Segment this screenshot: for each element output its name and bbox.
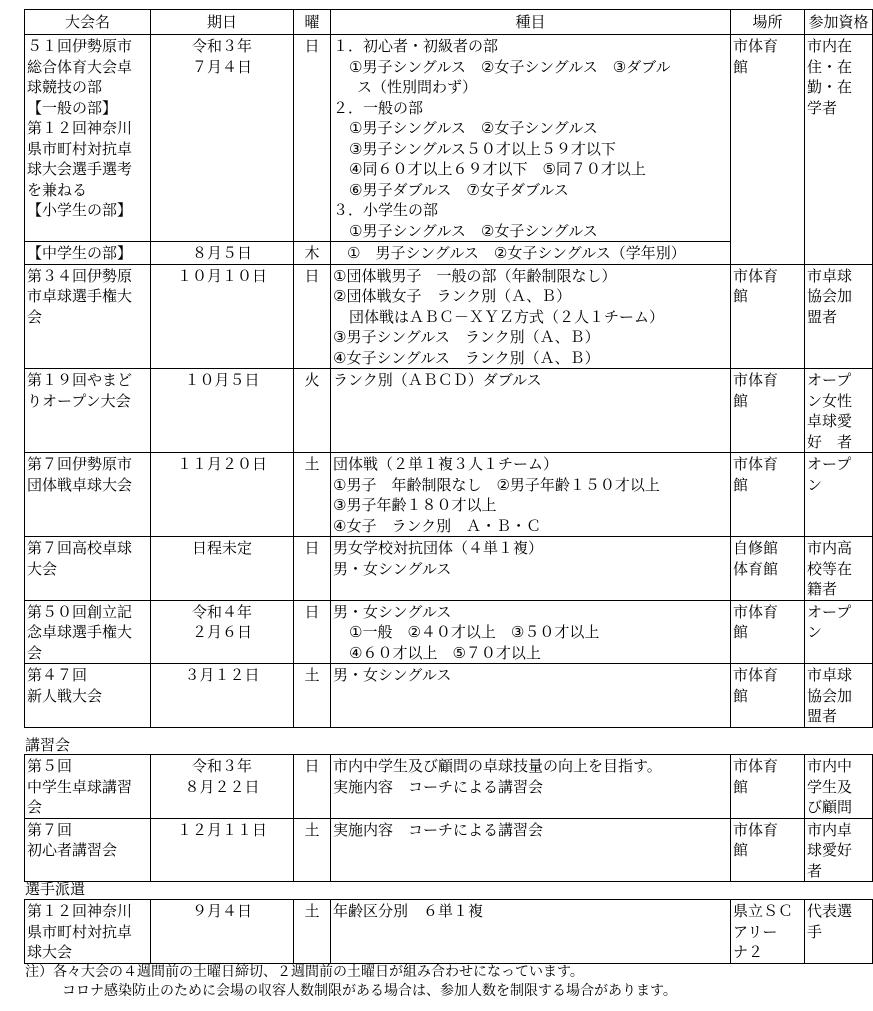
place-line: 市体育: [733, 37, 779, 55]
events-cell: ① 男子シングルス ②女子シングルス（学年別）: [331, 242, 731, 265]
event-name-cell: [25, 818, 151, 882]
event-name-cell: [25, 537, 151, 601]
event-name-line: 団体戦卓球大会: [27, 475, 133, 494]
day-cell: 火: [294, 369, 331, 453]
events-line: ④女子 ランク別 Ａ・Ｂ・Ｃ: [333, 516, 542, 535]
place-line: 市体育: [733, 455, 779, 473]
qualification-line: 盟者: [807, 307, 838, 326]
event-name-line: 第７回高校卓球: [27, 539, 133, 557]
haken-label: 選手派遣: [25, 880, 86, 898]
event-name-line: 【小学生の部】: [27, 201, 133, 219]
events-line: ス（性別問わず）: [357, 78, 478, 96]
place-line: 市体育: [733, 266, 779, 285]
event-name-line: 大会: [27, 559, 58, 578]
place-line: 市体育: [733, 820, 779, 839]
header-events: 種目: [331, 10, 731, 35]
date-cell: ８月５日: [151, 242, 294, 265]
qualification-cell: [805, 35, 873, 265]
place-line: 館: [733, 287, 749, 305]
place-line: 市体育: [733, 371, 779, 389]
events-line: ④女子シングルス ランク別（Ａ、Ｂ）: [333, 348, 600, 367]
qualification-line: 校等在: [807, 559, 853, 578]
date-cell: [151, 600, 294, 664]
qualification-line: 手: [807, 922, 823, 941]
event-name-cell: [25, 664, 151, 728]
event-name-cell: [25, 369, 151, 453]
events-line: ③男子年齢１８０才以上: [333, 496, 497, 514]
qualification-cell: [805, 600, 873, 664]
event-name-cell: 【中学生の部】: [25, 242, 151, 265]
events-line: ⑥男子ダブルス ⑦女子ダブルス: [349, 180, 569, 199]
place-cell: [731, 264, 805, 369]
event-name-line: 球大会選手選考: [27, 160, 133, 178]
qualification-line: 盟者: [807, 707, 838, 725]
events-line: ①一般 ②４０才以上 ③５０才以上: [349, 623, 600, 641]
events-cell: ランク別（ＡＢＣＤ）ダブルス: [331, 369, 731, 453]
event-name-line: 第３４回伊勢原: [27, 266, 133, 285]
table-row: [25, 35, 873, 242]
header-place: 場所: [731, 10, 805, 35]
qualification-cell: [805, 537, 873, 601]
table-row: [25, 664, 873, 728]
event-name-line: 県市町村対抗卓: [27, 139, 133, 158]
event-name-line: 会: [27, 798, 43, 816]
date-line: ８月２２日: [184, 777, 260, 796]
events-line: ④同６０才以上６９才以下 ⑤同７０才以上: [349, 160, 646, 178]
events-line: 男女学校対抗団体（４単１複）: [333, 539, 544, 557]
header-date: 期日: [151, 10, 294, 35]
date-cell: １２月１１日: [151, 818, 294, 882]
qualification-line: 学生及: [807, 777, 853, 796]
event-name-cell: [25, 900, 151, 964]
event-name-line: 第７回: [27, 820, 73, 839]
qualification-line: ン: [807, 475, 823, 494]
header-day: 曜: [294, 10, 331, 35]
table-row: [25, 600, 873, 664]
note-line-1: 注）各々大会の４週間前の土曜日締切、２週間前の土曜日が組み合わせになっています。: [25, 964, 584, 980]
events-cell: [331, 453, 731, 537]
table-row: [25, 453, 873, 537]
events-line: ③男子シングルス５０才以上５９才以下: [349, 139, 616, 158]
date-cell: [151, 755, 294, 819]
event-name-line: 初心者講習会: [27, 841, 118, 859]
place-line: 自修館: [733, 539, 779, 557]
events-cell: [331, 755, 731, 819]
place-cell: [731, 600, 805, 664]
qualification-line: オープ: [807, 371, 852, 389]
date-cell: １１月２０日: [151, 453, 294, 537]
koushukai-table: [24, 754, 873, 882]
date-line: 令和３年: [191, 37, 252, 55]
qualification-line: 卓球愛: [807, 412, 853, 430]
qualification-line: オープ: [807, 455, 852, 473]
events-line: ①男子シングルス ②女子シングルス: [349, 119, 598, 137]
place-cell: [731, 35, 805, 265]
events-cell: 男・女シングルス: [331, 664, 731, 728]
event-name-line: 第５回: [27, 757, 73, 775]
event-name-line: 【一般の部】: [27, 98, 118, 117]
place-cell: [731, 537, 805, 601]
tournament-table: [24, 9, 873, 728]
qualification-line: 者: [807, 861, 823, 880]
place-cell: [731, 453, 805, 537]
place-cell: [731, 900, 805, 964]
event-name-line: を兼ねる: [27, 180, 88, 199]
events-line: 男・女シングルス: [333, 602, 452, 621]
place-line: 市体育: [733, 757, 779, 775]
event-name-cell: [25, 35, 151, 242]
qualification-line: び顧問: [807, 798, 853, 816]
qualification-line: 籍者: [807, 580, 838, 598]
events-line: ①男子シングルス ②女子シングルス ③ダブル: [349, 57, 671, 76]
qualification-line: ン: [807, 623, 823, 641]
event-name-line: 球競技の部: [27, 78, 103, 96]
qualification-cell: [805, 453, 873, 537]
day-cell: 日: [294, 264, 331, 369]
events-cell: [331, 537, 731, 601]
place-line: 市体育: [733, 666, 779, 684]
event-name-line: 第１９回やまど: [27, 371, 133, 389]
date-cell: ９月４日: [151, 900, 294, 964]
qualification-line: 市内卓: [807, 820, 853, 839]
date-cell: 日程未定: [151, 537, 294, 601]
qualification-line: 市内中: [807, 757, 853, 775]
table-row: [25, 755, 873, 819]
event-name-cell: [25, 453, 151, 537]
table-row: [25, 900, 873, 964]
qualification-cell: [805, 264, 873, 369]
qualification-line: 市内高: [807, 539, 853, 557]
events-line: 団体戦はＡＢＣ－ＸＹＺ方式（２人１チーム）: [349, 307, 665, 326]
events-line: 男・女シングルス: [333, 559, 452, 578]
events-cell: 実施内容 コーチによる講習会: [331, 818, 731, 882]
day-cell: 日: [294, 600, 331, 664]
events-line: 市内中学生及び顧問の卓球技量の向上を目指す。: [333, 757, 662, 775]
event-name-line: ５１回伊勢原市: [27, 37, 133, 55]
events-cell: 年齢区分別 ６単１複: [331, 900, 731, 964]
event-name-line: 中学生卓球講習: [27, 777, 133, 796]
place-cell: [731, 755, 805, 819]
place-line: 館: [733, 475, 749, 494]
qualification-line: 球愛好: [807, 841, 853, 859]
date-cell: [151, 35, 294, 242]
place-line: 館: [733, 623, 749, 641]
events-line: ①男子シングルス ②女子シングルス: [349, 221, 598, 240]
qualification-cell: [805, 755, 873, 819]
qualification-cell: [805, 664, 873, 728]
event-name-line: 新人戦大会: [27, 686, 103, 705]
header-name: 大会名: [25, 10, 151, 35]
table-header-row: [25, 10, 873, 35]
day-cell: 日: [294, 755, 331, 819]
place-line: 館: [733, 391, 749, 410]
date-line: ７月４日: [191, 57, 252, 76]
events-line: ②団体戦女子 ランク別（Ａ、Ｂ）: [333, 287, 572, 305]
place-line: 県立ＳＣ: [733, 902, 794, 920]
table-row: [25, 537, 873, 601]
place-line: 市体育: [733, 602, 779, 621]
date-line: 令和３年: [191, 757, 252, 775]
event-name-line: 県市町村対抗卓: [27, 922, 133, 941]
koushukai-label: 講習会: [25, 736, 71, 754]
events-line: ①男子 年齢制限なし ②男子年齢１５０才以上: [333, 475, 660, 494]
event-name-cell: [25, 600, 151, 664]
note-line-2: コロナ感染防止のために会場の収容人数制限がある場合は、参加人数を制限する場合があります。: [62, 983, 677, 999]
qualification-line: 勤・在: [807, 78, 853, 96]
events-cell: [331, 600, 731, 664]
event-name-line: 第５０回創立記: [27, 602, 133, 621]
day-cell: 土: [294, 453, 331, 537]
qualification-line: ン女性: [807, 391, 853, 410]
place-line: 館: [733, 841, 749, 859]
date-cell: １０月５日: [151, 369, 294, 453]
place-line: 体育館: [733, 559, 779, 578]
events-line: ①団体戦男子 一般の部（年齢制限なし）: [333, 266, 617, 285]
event-name-line: 第１２回神奈川: [27, 902, 133, 920]
event-name-line: 第７回伊勢原市: [27, 455, 133, 473]
event-name-line: 会: [27, 643, 43, 662]
header-qualification: 参加資格: [805, 10, 873, 35]
day-cell: 土: [294, 900, 331, 964]
events-cell: [331, 35, 731, 242]
haken-table: [24, 899, 873, 964]
event-name-line: 第４７回: [27, 666, 88, 684]
event-name-line: 市卓球選手権大: [27, 287, 133, 305]
place-line: 館: [733, 777, 749, 796]
qualification-line: 学者: [807, 98, 838, 117]
date-cell: １０月１０日: [151, 264, 294, 369]
place-line: ナ２: [733, 943, 764, 961]
event-name-cell: [25, 264, 151, 369]
events-cell: [331, 264, 731, 369]
event-name-line: 第１２回神奈川: [27, 119, 133, 137]
event-name-line: 総合体育大会卓: [27, 57, 133, 76]
qualification-cell: [805, 818, 873, 882]
qualification-line: 住・在: [807, 57, 853, 76]
events-line: １．初心者・初級者の部: [333, 37, 499, 55]
events-line: ３．小学生の部: [333, 201, 439, 219]
event-name-line: 球大会: [27, 943, 73, 961]
qualification-line: 協会加: [807, 686, 853, 705]
qualification-line: 市卓球: [807, 666, 853, 684]
table-row: [25, 369, 873, 453]
events-line: ③男子シングルス ランク別（Ａ、Ｂ）: [333, 328, 600, 346]
date-cell: ３月１２日: [151, 664, 294, 728]
qualification-line: 代表選: [807, 902, 853, 920]
qualification-cell: [805, 900, 873, 964]
place-line: 館: [733, 686, 749, 705]
date-line: ２月６日: [191, 623, 252, 641]
qualification-line: 市卓球: [807, 266, 853, 285]
event-name-line: りオープン大会: [27, 391, 131, 410]
events-line: ④６０才以上 ⑤７０才以上: [349, 643, 541, 662]
place-line: 館: [733, 57, 749, 76]
event-name-line: 念卓球選手権大: [27, 623, 133, 641]
day-cell: 日: [294, 35, 331, 242]
day-cell: 土: [294, 818, 331, 882]
day-cell: 土: [294, 664, 331, 728]
qualification-line: 好 者: [807, 432, 853, 451]
day-cell: 木: [294, 242, 331, 265]
events-line: 団体戦（２単１複３人１チーム）: [333, 455, 559, 473]
date-line: 令和４年: [191, 602, 252, 621]
place-cell: [731, 818, 805, 882]
qualification-line: 協会加: [807, 287, 853, 305]
place-line: アリー: [733, 922, 778, 941]
table-row: [25, 818, 873, 882]
events-line: 実施内容 コーチによる講習会: [333, 777, 544, 796]
qualification-line: オープ: [807, 602, 852, 621]
place-cell: [731, 369, 805, 453]
events-line: ２．一般の部: [333, 98, 424, 117]
qualification-line: 市内在: [807, 37, 853, 55]
table-row: [25, 264, 873, 369]
event-name-cell: [25, 755, 151, 819]
qualification-cell: [805, 369, 873, 453]
event-name-line: 会: [27, 307, 43, 326]
day-cell: 日: [294, 537, 331, 601]
place-cell: [731, 664, 805, 728]
